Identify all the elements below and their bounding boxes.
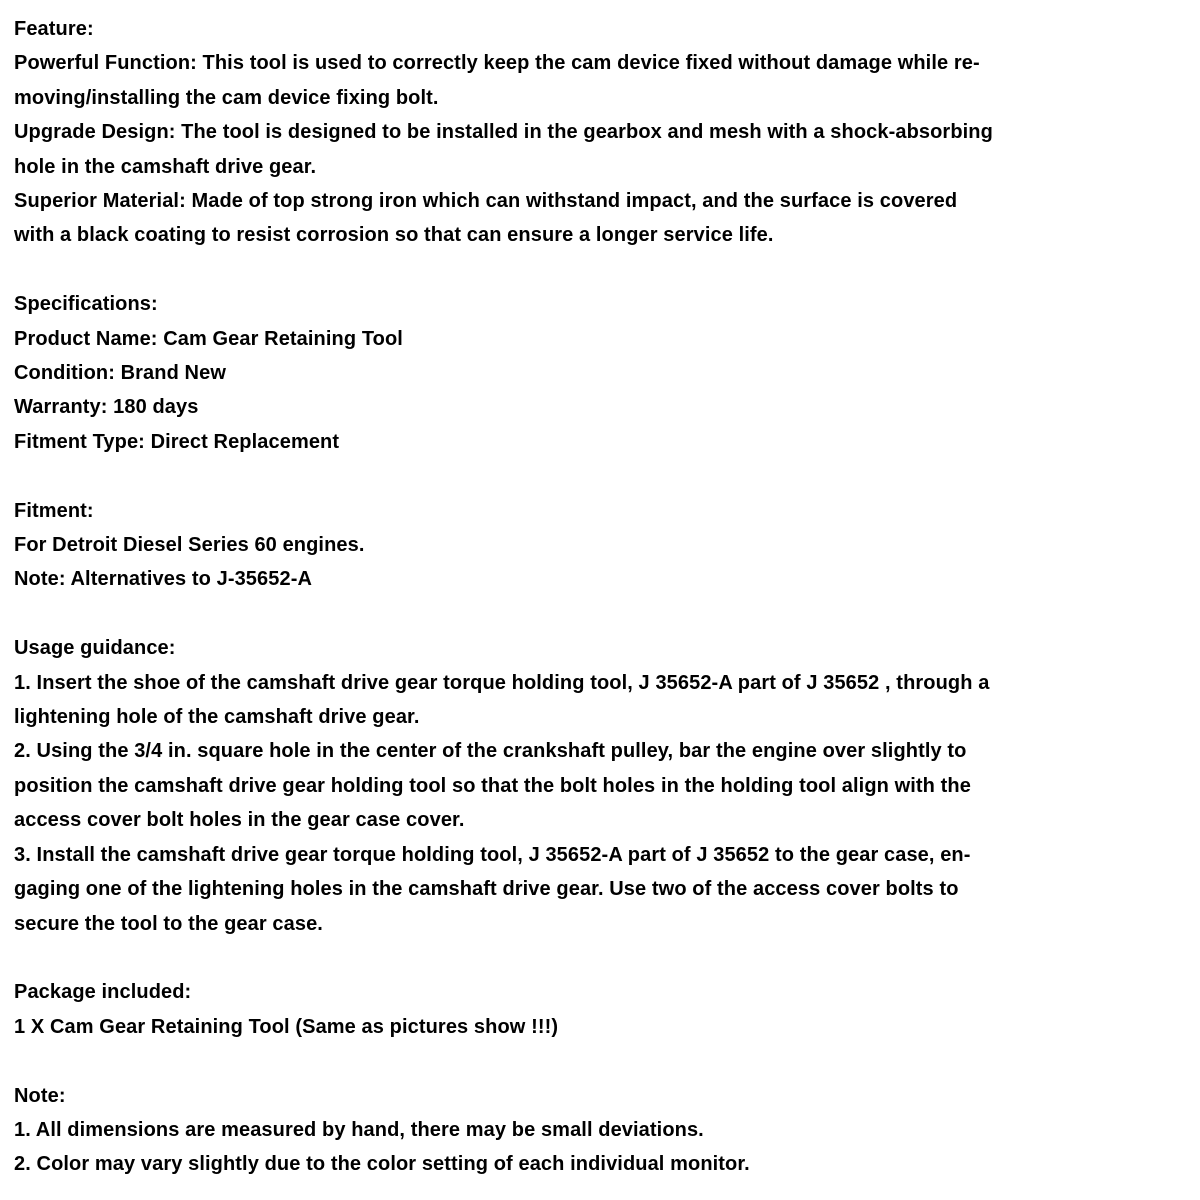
text-line: position the camshaft drive gear holding tool so that the bolt holes in the holding tool align with the (14, 774, 971, 797)
section-fitment (14, 494, 1190, 597)
text-line: access cover bolt holes in the gear case cover. (14, 809, 465, 832)
text-line: 1. Insert the shoe of the camshaft drive gear torque holding tool, J 35652-A part of J 35652 , through a (14, 671, 990, 694)
text-line: 1 X Cam Gear Retaining Tool (Same as pictures show !!!) (14, 1015, 559, 1038)
text-line: moving/installing the cam device fixing bolt. (14, 86, 439, 109)
text-line: Product Name: Cam Gear Retaining Tool (14, 327, 403, 350)
text-line: hole in the camshaft drive gear. (14, 155, 317, 178)
text-line: lightening hole of the camshaft drive gear. (14, 706, 420, 729)
section-package-included (14, 975, 1190, 1044)
text-line: 3. Install the camshaft drive gear torque holding tool, J 35652-A part of J 35652 to the gear case, en- (14, 843, 971, 866)
text-line: Superior Material: Made of top strong iron which can withstand impact, and the surface is covered (14, 190, 958, 213)
text-line: Warranty: 180 days (14, 396, 199, 419)
section-heading: Feature: (14, 18, 94, 40)
text-line: Condition: Brand New (14, 362, 226, 385)
text-line: 2. Color may vary slightly due to the color setting of each individual monitor. (14, 1153, 750, 1176)
section-note (14, 1079, 1190, 1182)
section-heading: Package included: (14, 981, 192, 1004)
text-line: Fitment Type: Direct Replacement (14, 430, 340, 453)
text-line: gaging one of the lightening holes in the camshaft drive gear. Use two of the access cover bolts to (14, 878, 959, 901)
text-line: Upgrade Design: The tool is designed to be installed in the gearbox and mesh with a shock-absorbing (14, 121, 993, 144)
text-line: with a black coating to resist corrosion so that can ensure a longer service life. (14, 224, 774, 247)
text-line: secure the tool to the gear case. (14, 912, 323, 935)
section-specifications (14, 287, 1190, 459)
section-heading: Note: (14, 1084, 66, 1107)
section-usage-guidance (14, 631, 1190, 941)
text-line: 2. Using the 3/4 in. square hole in the center of the crankshaft pulley, bar the engine over slightly to (14, 740, 967, 763)
section-feature (14, 12, 1190, 253)
text-line: Note: Alternatives to J-35652-A (14, 568, 313, 591)
section-heading: Usage guidance: (14, 637, 176, 660)
text-line: Powerful Function: This tool is used to correctly keep the cam device fixed without damage while re- (14, 52, 980, 75)
section-heading: Specifications: (14, 293, 158, 316)
text-line: 1. All dimensions are measured by hand, there may be small deviations. (14, 1118, 704, 1141)
text-line: For Detroit Diesel Series 60 engines. (14, 534, 365, 557)
section-heading: Fitment: (14, 499, 94, 522)
